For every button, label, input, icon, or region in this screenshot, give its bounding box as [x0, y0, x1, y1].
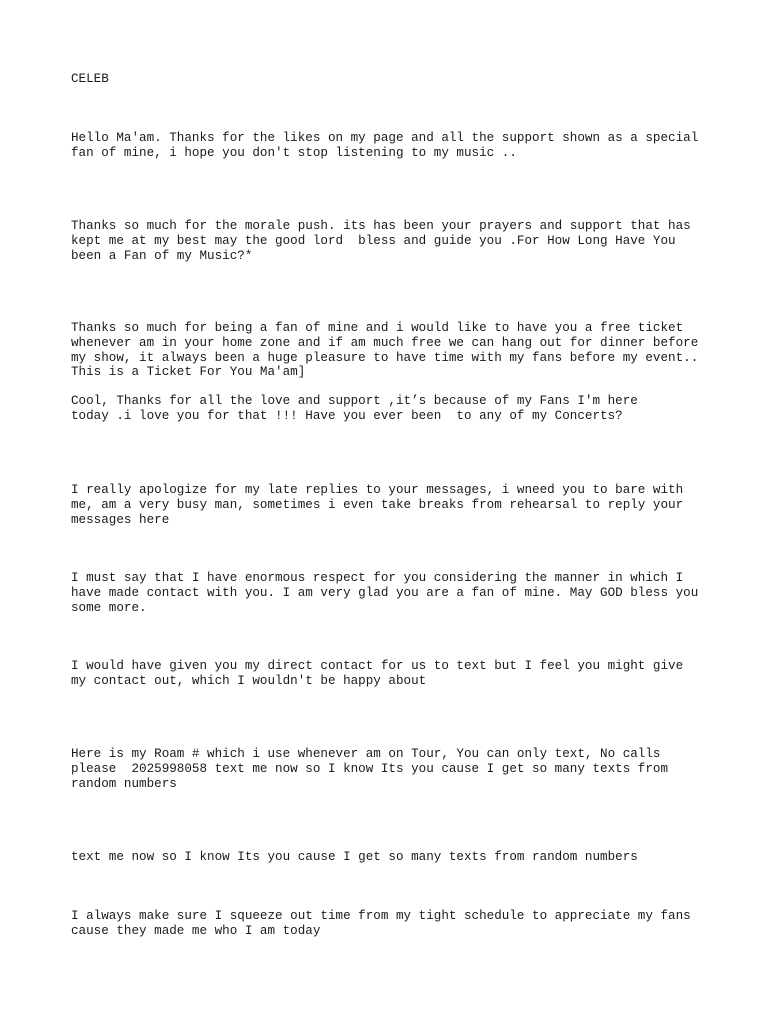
message-paragraph: Here is my Roam # which i use whenever am on Tour, You can only text, No calls please 2025998058 text me now so I know Its you cause I get so many texts from random numbers: [71, 747, 669, 791]
message-paragraph: I must say that I have enormous respect for you considering the manner in which I have made contact with you. I am very glad you are a fan of mine. May GOD bless you some more.: [71, 571, 699, 615]
message-paragraph: Thanks so much for the morale push. its has been your prayers and support that has kept me at my best may the good lord bless and guide you .For How Long Have You been a Fan of my Music?*: [71, 219, 691, 263]
message-paragraph: Hello Ma'am. Thanks for the likes on my page and all the support shown as a special fan of mine, i hope you don't stop listening to my music ..: [71, 131, 699, 160]
message-paragraph: I would have given you my direct contact for us to text but I feel you might give my contact out, which I wouldn't be happy about: [71, 659, 684, 688]
document-heading: CELEB: [71, 72, 109, 86]
message-paragraph: text me now so I know Its you cause I get so many texts from random numbers: [71, 850, 638, 864]
message-paragraph: Thanks so much for being a fan of mine and i would like to have you a free ticket whenever am in your home zone and if am much free we can hang out for dinner before my show, it always been a huge pleasure to have time with my fans before my event.. This is a Ticket For You Ma'am]: [71, 321, 699, 380]
message-paragraph: Cool, Thanks for all the love and support ,it’s because of my Fans I'm here today .i love you for that !!! Have you ever been to any of my Concerts?: [71, 394, 638, 423]
message-paragraph: I always make sure I squeeze out time from my tight schedule to appreciate my fans cause they made me who I am today: [71, 909, 691, 938]
message-paragraph: I really apologize for my late replies to your messages, i wneed you to bare with me, am a very busy man, sometimes i even take breaks from rehearsal to reply your messages here: [71, 483, 684, 527]
